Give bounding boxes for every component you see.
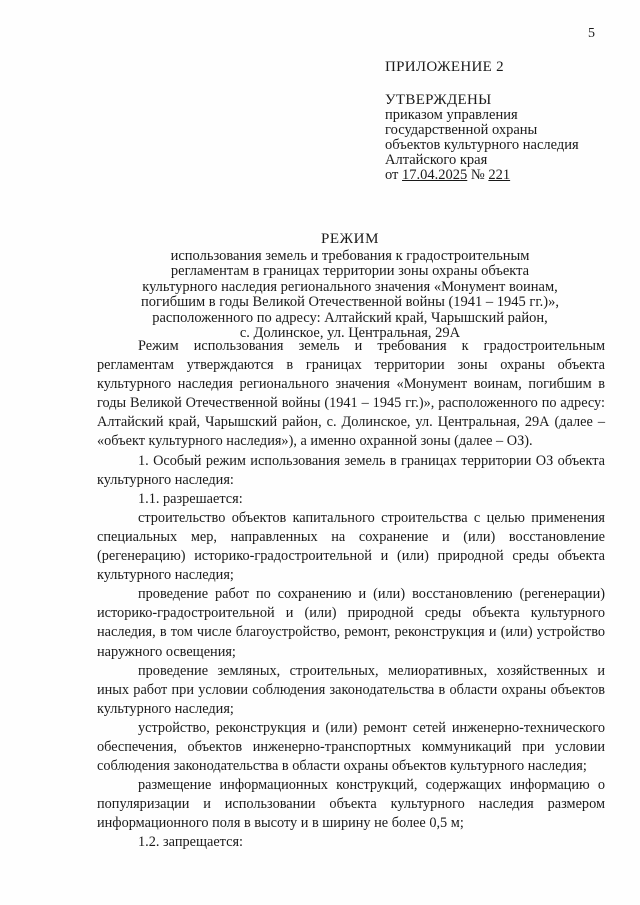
approval-block — [385, 60, 620, 183]
date-prefix: от — [385, 167, 403, 183]
title-line: погибшим в годы Великой Отечественной войны (1941 – 1945 гг.)», — [140, 294, 560, 310]
title-line: расположенного по адресу: Алтайский край, Чарышский район, — [152, 309, 548, 326]
order-number: 221 — [488, 167, 511, 183]
body-paragraph: проведение работ по сохранению и (или) восстановлению (регенерации) историко-градостроительной и (или) природной среды объекта культурного наследия, в том числе благоустройство, ремонт, реконструкция и (или) устройство наружного освещения; — [97, 586, 605, 660]
number-sign: № — [467, 167, 489, 183]
order-date: 17.04.2025 — [402, 167, 468, 183]
title-line: регламентам в границах территории зоны охраны объекта — [170, 263, 530, 279]
approval-date-line — [385, 168, 620, 183]
page-number: 5 — [588, 26, 595, 41]
appendix-heading: ПРИЛОЖЕНИЕ 2 — [385, 59, 504, 75]
body-paragraph: Режим использования земель и требования к градостроительным регламентам утверждаются в границах территории зоны охраны объекта культурного наследия регионального значения «Монумент воинам, погибшим в годы Великой Отечественной войны (1941 – 1945 гг.)», расположенного по адресу: Алтайский край, Чарышский район, с. Долинское, ул. Центральная, 29А (далее – «объект культурного наследия»), а именно охранной зоны (далее – ОЗ). — [97, 338, 605, 450]
title-line: с. Долинское, ул. Центральная, 29А — [239, 325, 461, 341]
body-paragraph: размещение информационных конструкций, содержащих информацию о популяризации и использовании объекта культурного наследия размером информационного поля в высоту и в ширину не более 0,5 м; — [97, 777, 605, 832]
approval-line: объектов культурного наследия — [385, 137, 579, 153]
body-paragraph: строительство объектов капитального строительства с целью применения специальных мер, направленных на сохранение и (или) восстановление (регенерацию) историко-градостроительной и (или) природной среды объекта культурного наследия; — [97, 509, 605, 584]
body-paragraph: 1. Особый режим использования земель в границах территории ОЗ объекта культурного наследия: — [97, 452, 605, 488]
document-title — [90, 232, 610, 342]
title-line: использования земель и требования к градостроительным — [170, 247, 530, 264]
body-paragraph: 1.2. запрещается: — [138, 834, 243, 851]
approval-line: государственной охраны — [385, 122, 538, 138]
body-paragraph: проведение земляных, строительных, мелиоративных, хозяйственных и иных работ при условии соблюдения законодательства в области охраны объектов культурного наследия; — [97, 662, 605, 717]
document-body — [97, 337, 605, 853]
body-paragraph: устройство, реконструкция и (или) ремонт сетей инженерно-технического обеспечения, объектов инженерно-транспортных коммуникаций при условии соблюдения законодательства в области охраны объектов культурного наследия; — [97, 719, 605, 775]
body-paragraph: 1.1. разрешается: — [138, 490, 243, 507]
approval-line: приказом управления — [385, 107, 518, 123]
approved-heading: УТВЕРЖДЕНЫ — [385, 92, 492, 108]
title-line: культурного наследия регионального значения «Монумент воинам, — [142, 278, 558, 295]
title-main: РЕЖИМ — [320, 231, 380, 247]
approval-line: Алтайского края — [385, 152, 488, 168]
